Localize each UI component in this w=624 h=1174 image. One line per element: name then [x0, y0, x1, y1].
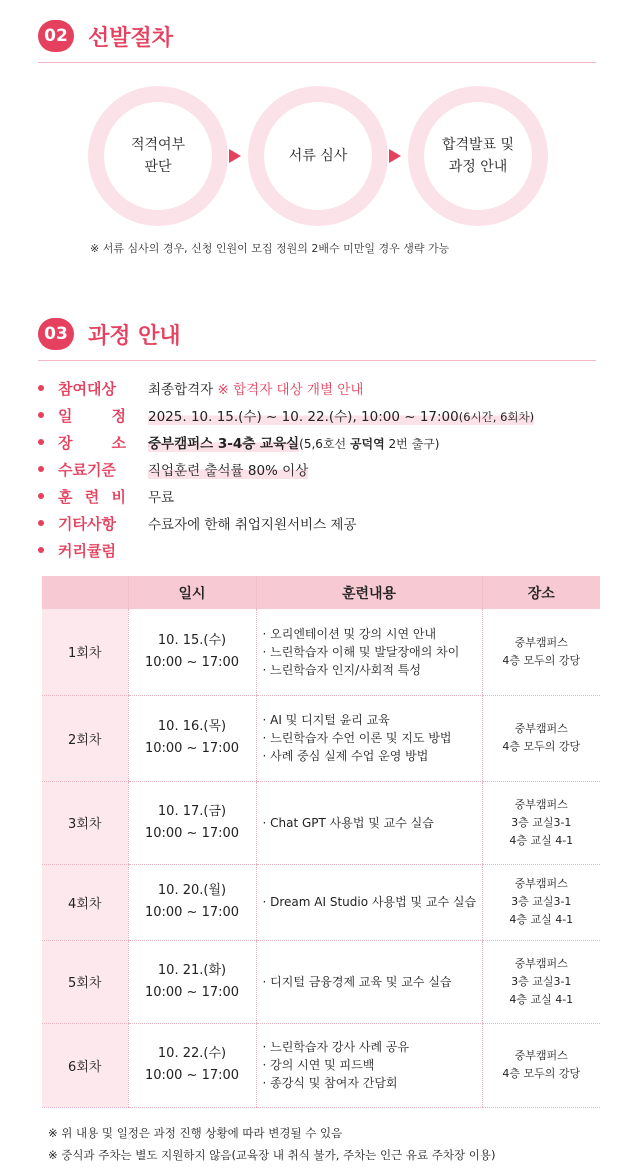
info-label: 참여대상 — [58, 379, 116, 398]
info-row-etc — [38, 511, 357, 535]
step-label: 서류 심사 — [264, 102, 372, 210]
info-value: 직업훈련 출석률 80% 이상 — [148, 463, 309, 479]
session-cell: 3회차 — [42, 781, 128, 864]
table-row — [42, 781, 600, 864]
info-label: 장 소 — [58, 433, 126, 452]
section-divider — [38, 62, 596, 63]
info-label: 일 정 — [58, 406, 126, 425]
section-03-header — [38, 318, 181, 350]
info-label: 수료기준 — [58, 460, 116, 479]
info-row-target — [38, 376, 363, 400]
table-header: 장소 — [482, 576, 600, 609]
info-value: 최종합격자 ※ 합격자 대상 개별 안내 — [148, 382, 364, 398]
info-row-schedule — [38, 403, 534, 427]
table-header — [42, 576, 128, 609]
date-cell: 10. 17.(금) 10:00 ~ 17:00 — [128, 781, 256, 864]
table-row — [42, 695, 600, 781]
bullet-dot-icon — [38, 439, 44, 445]
place-cell: 중부캠퍼스 4층 모두의 강당 — [482, 609, 600, 695]
bullet-dot-icon — [38, 493, 44, 499]
session-cell: 5회차 — [42, 940, 128, 1023]
info-row-completion — [38, 457, 308, 481]
step-label: 적격여부 판단 — [104, 102, 212, 210]
bullet-dot-icon — [38, 412, 44, 418]
info-label: 기타사항 — [58, 514, 116, 533]
place-cell: 중부캠퍼스 4층 모두의 강당 — [482, 695, 600, 781]
content-cell: · AI 및 디지털 윤리 교육 · 느린학습자 수언 이론 및 지도 방법 · 사례 중심 실제 수업 운영 방법 — [256, 695, 482, 781]
info-row-place — [38, 430, 439, 454]
session-cell: 6회차 — [42, 1023, 128, 1107]
step-circle-1 — [88, 86, 228, 226]
footnote: ※ 중식과 주차는 별도 지원하지 않음(교육장 내 취식 불가, 주차는 인근 유료 주차장 이용) — [48, 1148, 496, 1162]
arrow-right-icon — [229, 149, 241, 163]
section-title: 선발절차 — [88, 25, 174, 51]
place-cell: 중부캠퍼스 4층 모두의 강당 — [482, 1023, 600, 1107]
selection-note: ※ 서류 심사의 경우, 신청 인원이 모집 정원의 2배수 미만일 경우 생략 가능 — [90, 242, 450, 255]
info-row-fee — [38, 484, 174, 508]
place-cell: 중부캠퍼스 3층 교실3-1 4층 교실 4-1 — [482, 864, 600, 940]
section-divider — [38, 360, 596, 361]
place-cell: 중부캠퍼스 3층 교실3-1 4층 교실 4-1 — [482, 940, 600, 1023]
date-cell: 10. 15.(수) 10:00 ~ 17:00 — [128, 609, 256, 695]
curriculum-table — [42, 576, 600, 1108]
info-label: 훈 련 비 — [58, 487, 126, 506]
date-cell: 10. 21.(화) 10:00 ~ 17:00 — [128, 940, 256, 1023]
bullet-dot-icon — [38, 466, 44, 472]
info-row-curriculum — [38, 538, 126, 562]
table-row — [42, 940, 600, 1023]
session-cell: 2회차 — [42, 695, 128, 781]
table-header: 훈련내용 — [256, 576, 482, 609]
info-label: 커리큘럼 — [58, 541, 116, 560]
table-header: 일시 — [128, 576, 256, 609]
date-cell: 10. 22.(수) 10:00 ~ 17:00 — [128, 1023, 256, 1107]
date-cell: 10. 16.(목) 10:00 ~ 17:00 — [128, 695, 256, 781]
content-cell: · 느린학습자 강사 사례 공유 · 강의 시연 및 피드백 · 종강식 및 참여자 간담회 — [256, 1023, 482, 1107]
date-cell: 10. 20.(월) 10:00 ~ 17:00 — [128, 864, 256, 940]
content-cell: · Chat GPT 사용법 및 교수 실습 — [256, 781, 482, 864]
info-value: 무료 — [148, 490, 175, 506]
footnote: ※ 위 내용 및 일정은 과정 진행 상황에 따라 변경될 수 있음 — [48, 1126, 343, 1140]
bullet-dot-icon — [38, 547, 44, 553]
section-title: 과정 안내 — [88, 323, 181, 349]
step-circle-2 — [248, 86, 388, 226]
bullet-dot-icon — [38, 520, 44, 526]
content-cell: · Dream AI Studio 사용법 및 교수 실습 — [256, 864, 482, 940]
table-header-row — [42, 576, 600, 609]
table-row — [42, 609, 600, 695]
step-label: 합격발표 및 과정 안내 — [424, 102, 532, 210]
table-row — [42, 1023, 600, 1107]
bullet-dot-icon — [38, 385, 44, 391]
section-number-badge: 03 — [38, 318, 74, 350]
content-cell: · 오리엔테이션 및 강의 시연 안내 · 느린학습자 이해 및 발달장애의 차이 · 느린학습자 인지/사회적 특성 — [256, 609, 482, 695]
arrow-right-icon — [389, 149, 401, 163]
info-value: 수료자에 한해 취업지원서비스 제공 — [148, 517, 357, 533]
step-circle-3 — [408, 86, 548, 226]
place-cell: 중부캠퍼스 3층 교실3-1 4층 교실 4-1 — [482, 781, 600, 864]
session-cell: 4회차 — [42, 864, 128, 940]
info-value: 2025. 10. 15.(수) ~ 10. 22.(수), 10:00 ~ 17:00(6시간, 6회차) — [148, 409, 535, 425]
section-02-header — [38, 20, 173, 52]
content-cell: · 디지털 금융경제 교육 및 교수 실습 — [256, 940, 482, 1023]
table-row — [42, 864, 600, 940]
section-number-badge: 02 — [38, 20, 74, 52]
session-cell: 1회차 — [42, 609, 128, 695]
info-value: 중부캠퍼스 3-4층 교육실(5,6호선 공덕역 2번 출구) — [148, 436, 440, 452]
